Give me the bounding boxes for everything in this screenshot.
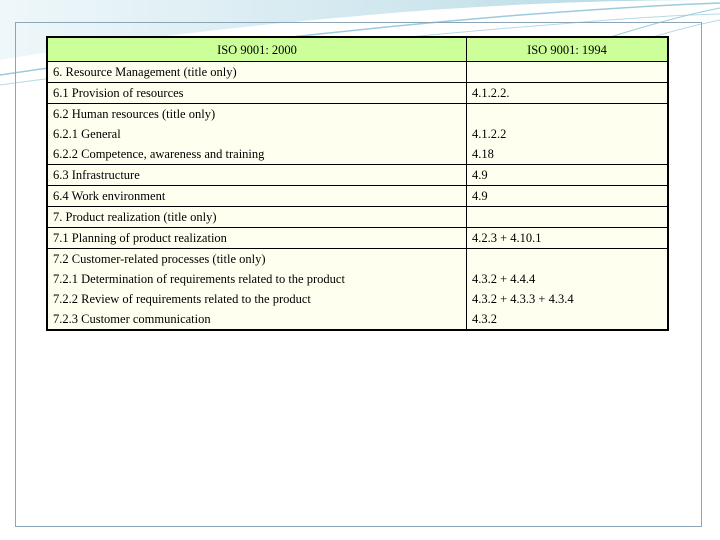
table-row <box>47 249 668 331</box>
table-header-row <box>47 37 668 62</box>
cell-line: 6.4 Work environment <box>53 189 166 203</box>
cell-1994 <box>467 207 669 228</box>
cell-line: 7.2 Customer-related processes (title only) <box>53 252 266 266</box>
cell-1994 <box>467 228 669 249</box>
header-iso-1994: ISO 9001: 1994 <box>467 37 669 62</box>
cell-line <box>472 104 667 124</box>
cell-line: 4.1.2.2 <box>472 127 507 141</box>
cell-line: 4.1.2.2. <box>472 86 510 100</box>
cell-2000 <box>47 83 467 104</box>
cell-line: 4.3.2 + 4.3.3 + 4.3.4 <box>472 292 574 306</box>
cell-2000 <box>47 228 467 249</box>
cell-line: 6.3 Infrastructure <box>53 168 140 182</box>
cell-line: 7.2.3 Customer communication <box>53 312 211 326</box>
cell-2000 <box>47 165 467 186</box>
cell-line: 4.9 <box>472 168 488 182</box>
cell-line: 6.1 Provision of resources <box>53 86 184 100</box>
cell-line: 6. Resource Management (title only) <box>53 65 237 79</box>
cell-2000 <box>47 186 467 207</box>
cell-line: 4.3.2 + 4.4.4 <box>472 272 536 286</box>
cell-2000 <box>47 207 467 228</box>
table-row <box>47 165 668 186</box>
cell-line: 6.2.1 General <box>53 127 121 141</box>
cell-line: 7.1 Planning of product realization <box>53 231 227 245</box>
cell-2000 <box>47 104 467 165</box>
cell-1994 <box>467 249 669 331</box>
cell-line: 4.2.3 + 4.10.1 <box>472 231 542 245</box>
table-row <box>47 228 668 249</box>
cell-1994 <box>467 104 669 165</box>
cell-1994 <box>467 186 669 207</box>
cell-line: 7.2.2 Review of requirements related to the product <box>53 292 311 306</box>
table-row <box>47 104 668 165</box>
iso-mapping-table <box>46 36 669 331</box>
table-row <box>47 83 668 104</box>
table-row <box>47 207 668 228</box>
cell-line: 7. Product realization (title only) <box>53 210 217 224</box>
table-row <box>47 186 668 207</box>
cell-line: 7.2.1 Determination of requirements related to the product <box>53 272 345 286</box>
cell-2000 <box>47 249 467 331</box>
cell-1994 <box>467 62 669 83</box>
cell-line: 6.2 Human resources (title only) <box>53 107 216 121</box>
cell-line <box>472 249 667 269</box>
cell-2000 <box>47 62 467 83</box>
cell-line: 6.2.2 Competence, awareness and training <box>53 147 265 161</box>
cell-line: 4.18 <box>472 147 494 161</box>
table-row <box>47 62 668 83</box>
cell-line: 4.3.2 <box>472 312 497 326</box>
cell-line: 4.9 <box>472 189 488 203</box>
header-iso-2000: ISO 9001: 2000 <box>47 37 467 62</box>
cell-1994 <box>467 165 669 186</box>
cell-1994 <box>467 83 669 104</box>
